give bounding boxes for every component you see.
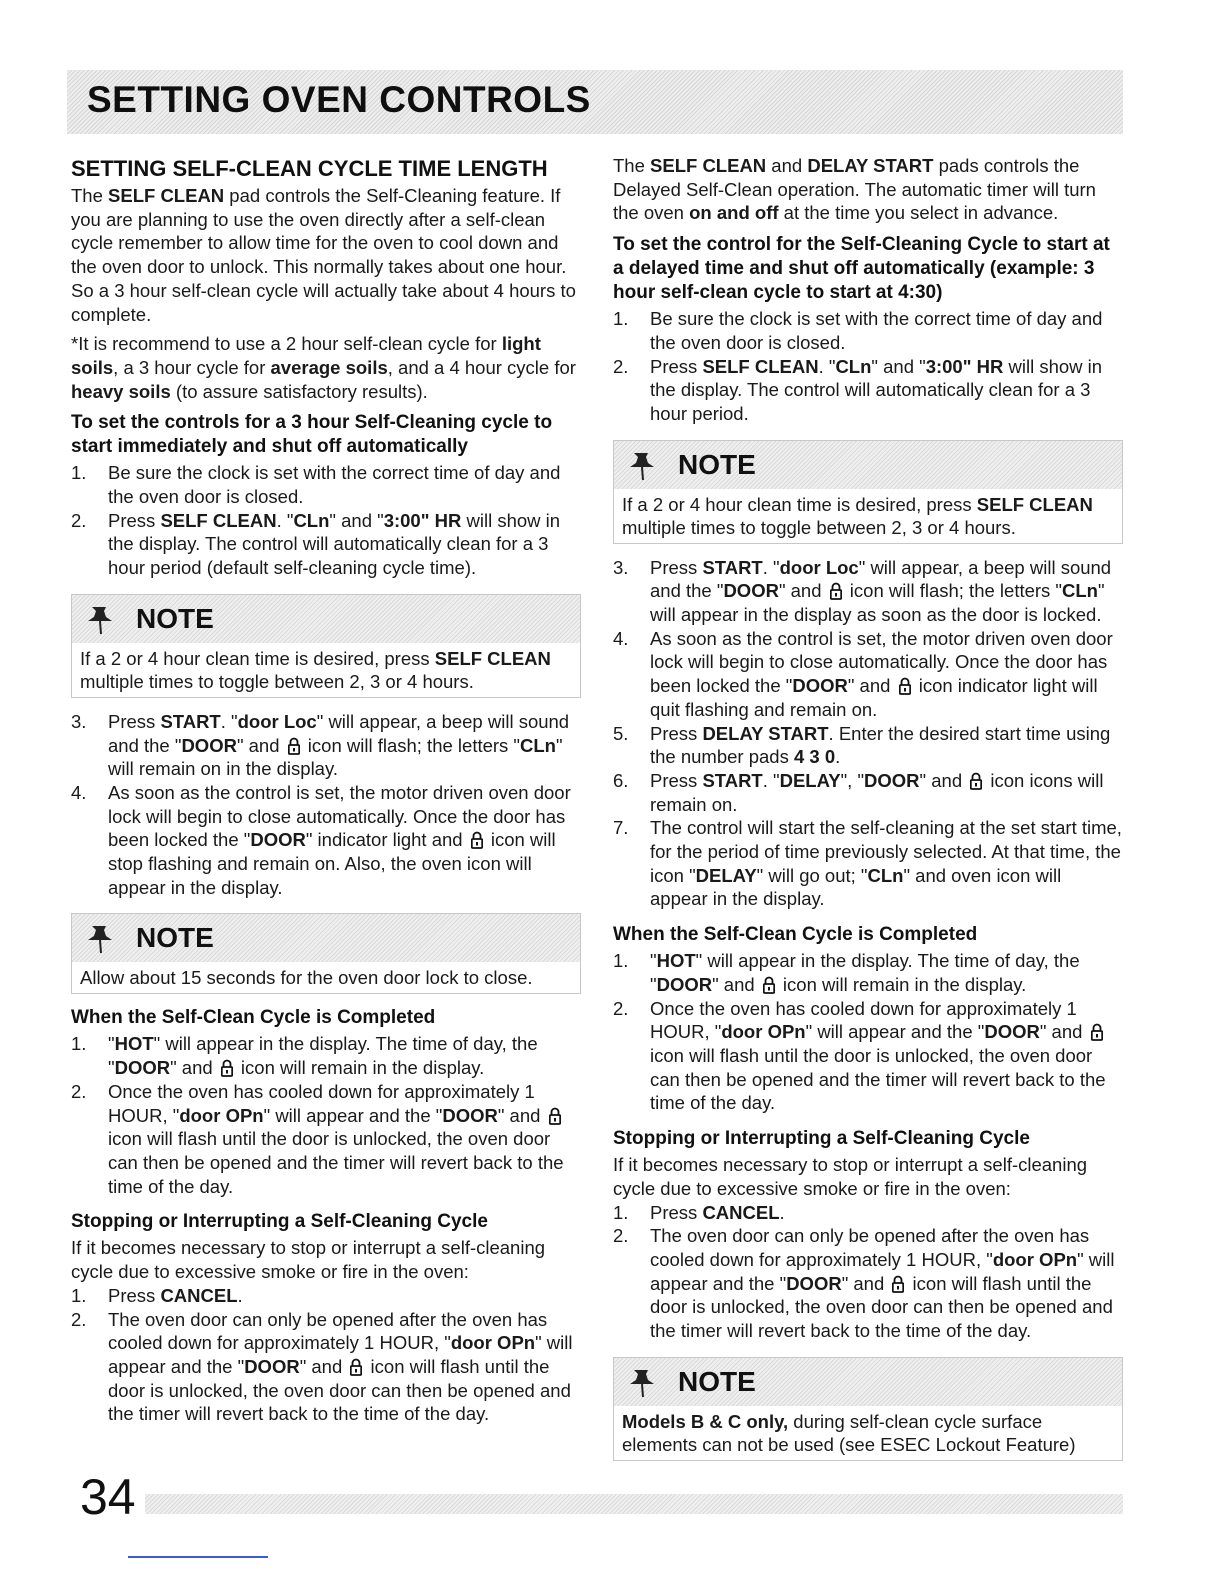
list-item: 1. Be sure the clock is set with the correct time of day and the oven door is closed.: [71, 462, 561, 508]
lock-icon: [350, 1358, 362, 1376]
list-item: 5. Press DELAY START. Enter the desired start time using the number pads 4 3 0.: [613, 722, 1111, 768]
pushpin-icon: [86, 605, 114, 635]
footer-link-underline: [128, 1556, 268, 1558]
lock-icon: [549, 1107, 561, 1125]
completed-list: [613, 949, 1123, 1115]
subheading-completed: When the Self-Clean Cycle is Completed: [613, 924, 978, 946]
note-box: [71, 594, 581, 698]
note-text: Allow about 15 seconds for the oven door lock to close.: [80, 967, 533, 989]
subheading-delayed: To set the control for the Self-Cleaning Cycle to start at a delayed time and shut off automatically (example: 3 hour self-clean cycle to start at 4:30): [613, 234, 1110, 304]
list-item: 2. Once the oven has cooled down for approximately 1 HOUR, "door OPn" will appear and the "DOOR" and icon will flash until the door is unlocked, the oven door can then be opened and the timer will revert back to the time of the day.: [613, 997, 1106, 1114]
list-item: 2. The oven door can only be opened after the oven has cooled down for approximately 1 HOUR, "door OPn" will appear and the "DOOR" and icon will flash until the door is unlocked, the oven door can then be opened and the timer will revert back to the time of the day.: [71, 1308, 573, 1425]
note-text: Models B & C only, during self-clean cycle surface elements can not be used (see ESEC Lockout Feature): [622, 1410, 1076, 1455]
note-label: NOTE: [678, 1365, 756, 1397]
note-label: NOTE: [136, 922, 214, 954]
steps-list: [71, 461, 581, 580]
list-item: 4. As soon as the control is set, the motor driven oven door lock will begin to close automatically. Once the door has been locked the "DOOR" and icon indicator light will quit flashing and remain on.: [613, 627, 1113, 720]
stopping-paragraph: If it becomes necessary to stop or interrupt a self-cleaning cycle due to excessive smoke or fire in the oven:: [71, 1237, 546, 1283]
intro-paragraph: The SELF CLEAN and DELAY START pads controls the Delayed Self-Clean operation. The automatic timer will turn the oven on and off at the time you select in advance.: [613, 155, 1096, 224]
lock-icon: [892, 1275, 904, 1293]
subheading-stopping: Stopping or Interrupting a Self-Cleaning Cycle: [71, 1211, 488, 1233]
note-box: [71, 913, 581, 994]
note-box: [613, 1357, 1123, 1461]
list-item: 3. Press START. "door Loc" will appear, a beep will sound and the "DOOR" and icon will flash; the letters "CLn" will remain on in the display.: [71, 710, 570, 780]
subheading-immediate: To set the controls for a 3 hour Self-Cleaning cycle to start immediately and shut off automatically: [71, 412, 553, 458]
steps-list: [613, 307, 1123, 426]
list-item: 2. Once the oven has cooled down for approximately 1 HOUR, "door OPn" will appear and the "DOOR" and icon will flash until the door is unlocked, the oven door can then be opened and the timer will revert back to the time of the day.: [71, 1080, 564, 1197]
stopping-list: [613, 1201, 1123, 1343]
footer-bar: [145, 1494, 1123, 1514]
intro-paragraph: The SELF CLEAN pad controls the Self-Cleaning feature. If you are planning to use the oven directly after a self-clean cycle remember to allow time for the oven to cool down and the oven door to unlock. This normally takes about one hour. So a 3 hour self-clean cycle will actually take about 4 hours to complete.: [71, 185, 576, 325]
lock-icon: [899, 677, 911, 695]
steps-list: [613, 556, 1123, 912]
list-item: 2. Press SELF CLEAN. "CLn" and "3:00" HR will show in the display. The control will automatically clean for a 3 hour period (default self-cleaning cycle time).: [71, 509, 561, 579]
subheading-stopping: Stopping or Interrupting a Self-Cleaning Cycle: [613, 1128, 1030, 1150]
note-box: [613, 440, 1123, 544]
steps-list: [71, 710, 581, 900]
subheading-completed: When the Self-Clean Cycle is Completed: [71, 1007, 436, 1029]
lock-icon: [763, 976, 775, 994]
lock-icon: [288, 737, 300, 755]
stopping-list: [71, 1284, 581, 1426]
page-title: SETTING OVEN CONTROLS: [87, 79, 591, 120]
list-item: 1. Press CANCEL.: [71, 1284, 243, 1306]
note-text: If a 2 or 4 hour clean time is desired, press SELF CLEAN multiple times to toggle between 2, 3 or 4 hours.: [622, 493, 1093, 538]
list-item: 2. The oven door can only be opened after the oven has cooled down for approximately 1 HOUR, "door OPn" will appear and the "DOOR" and icon will flash until the door is unlocked, the oven door can then be opened and the timer will revert back to the time of the day.: [613, 1225, 1115, 1342]
list-item: 3. Press START. "door Loc" will appear, a beep will sound and the "DOOR" and icon will flash; the letters "CLn" will appear in the display as soon as the door is locked.: [613, 556, 1112, 626]
note-label: NOTE: [678, 448, 756, 480]
lock-icon: [830, 582, 842, 600]
list-item: 2. Press SELF CLEAN. "CLn" and "3:00" HR will show in the display. The control will automatically clean for a 3 hour period.: [613, 355, 1103, 424]
list-item: 1. Press CANCEL.: [613, 1201, 785, 1223]
list-item: 1. Be sure the clock is set with the correct time of day and the oven door is closed.: [613, 308, 1103, 353]
lock-icon: [1091, 1023, 1103, 1041]
left-column: [71, 154, 581, 1426]
pushpin-icon: [86, 924, 114, 954]
right-column: [613, 154, 1123, 1473]
list-item: 7. The control will start the self-cleaning at the set start time, for the period of time previously selected. At that time, the icon "DELAY" will go out; "CLn" and oven icon will appear in the display.: [613, 817, 1122, 910]
lock-icon: [471, 831, 483, 849]
stopping-paragraph: If it becomes necessary to stop or interrupt a self-cleaning cycle due to excessive smoke or fire in the oven:: [613, 1154, 1088, 1199]
lock-icon: [221, 1059, 233, 1077]
pushpin-icon: [628, 451, 656, 481]
page-number: 34: [80, 1469, 136, 1525]
pushpin-icon: [628, 1368, 656, 1398]
section-heading: SETTING SELF-CLEAN CYCLE TIME LENGTH: [71, 156, 548, 181]
note-text: If a 2 or 4 hour clean time is desired, press SELF CLEAN multiple times to toggle between 2, 3 or 4 hours.: [80, 647, 551, 692]
completed-list: [71, 1032, 581, 1198]
list-item: 1. "HOT" will appear in the display. The time of day, the "DOOR" and icon will remain in the display.: [71, 1033, 538, 1079]
section-banner: [67, 70, 1123, 134]
list-item: 4. As soon as the control is set, the motor driven oven door lock will begin to close automatically. Once the door has been locked the "DOOR" indicator light and icon will stop flashing and remain on. Also, the oven icon will appear in the display.: [71, 781, 571, 898]
list-item: 1. "HOT" will appear in the display. The time of day, the "DOOR" and icon will remain in the display.: [613, 950, 1080, 995]
lock-icon: [970, 772, 982, 790]
note-label: NOTE: [136, 602, 214, 634]
recommendation-paragraph: *It is recommend to use a 2 hour self-clean cycle for light soils, a 3 hour cycle for average soils, and a 4 hour cycle for heavy soils (to assure satisfactory results).: [71, 333, 576, 402]
list-item: 6. Press START. "DELAY", "DOOR" and icon icons will remain on.: [613, 769, 1104, 815]
